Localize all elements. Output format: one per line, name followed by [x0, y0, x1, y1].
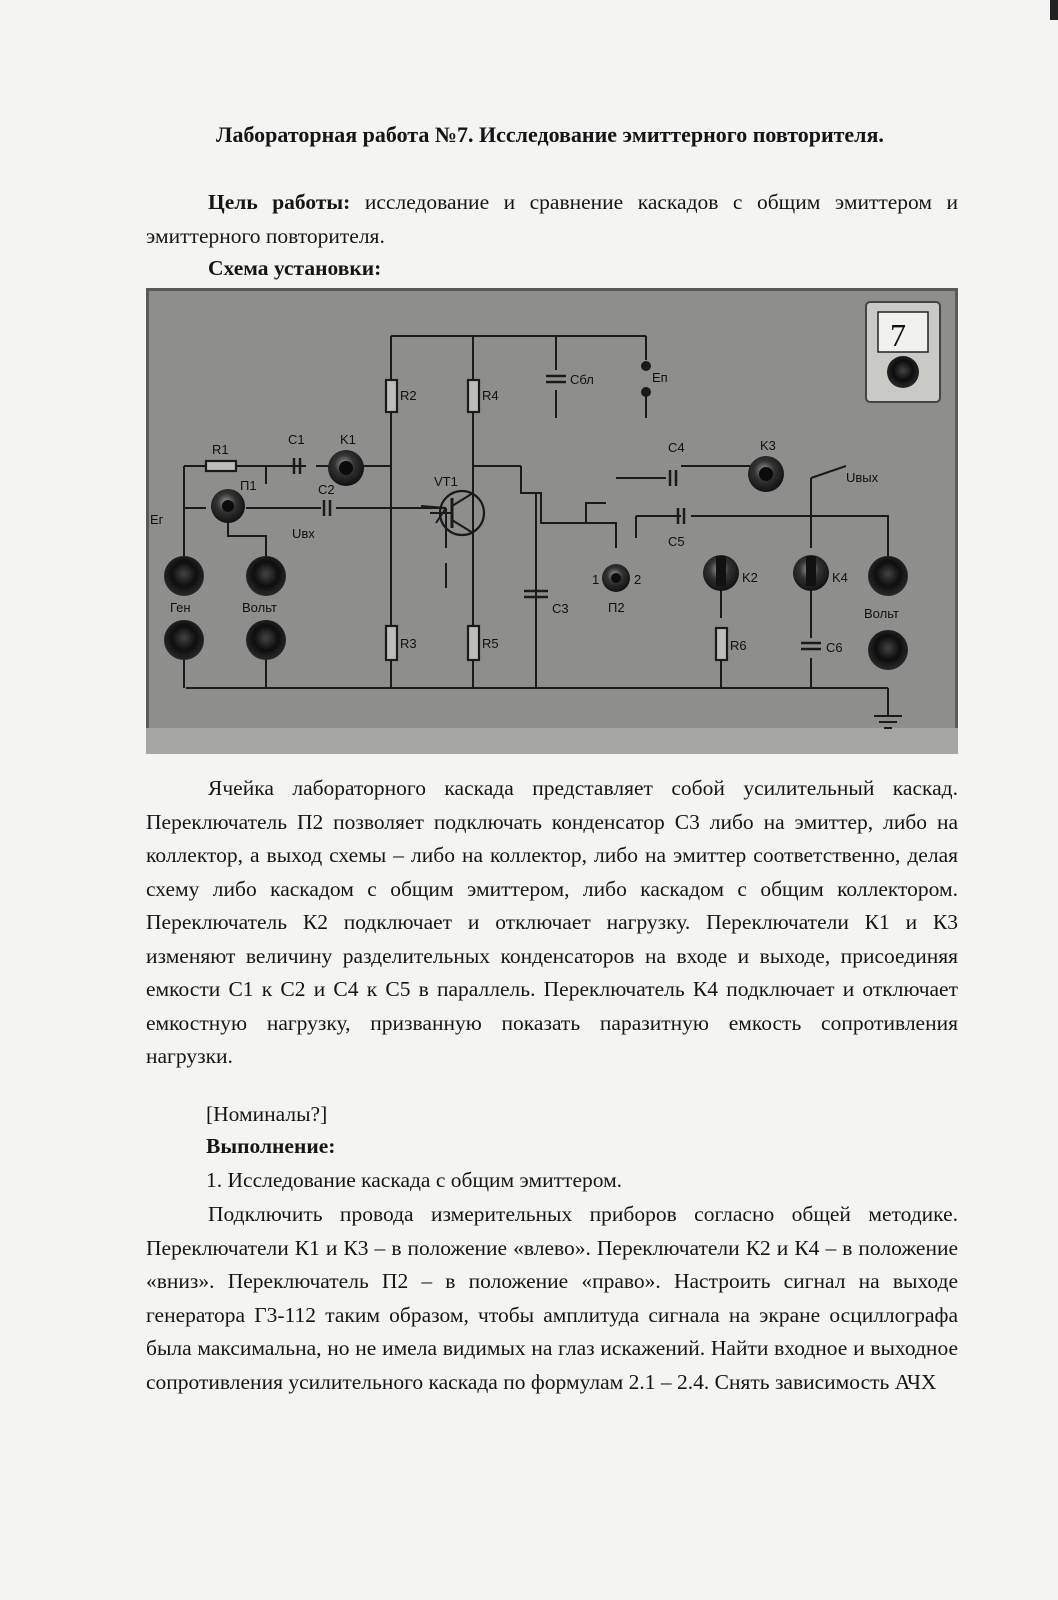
- label-k1: K1: [340, 432, 356, 447]
- label-r4: R4: [482, 388, 499, 403]
- label-c6: C6: [826, 640, 843, 655]
- label-uvyx: Uвых: [846, 470, 879, 485]
- step1-heading: 1. Исследование каскада с общим эмиттером.: [206, 1168, 623, 1192]
- label-gen: Ген: [170, 600, 191, 615]
- description-paragraph: Ячейка лабораторного каскада представляет собой усилительный каскад. Переключатель П2 позволяет подключать конденсатор С3 либо на эмиттер, либо на коллектор, а выход схемы – либо на коллектор, либо на эмиттер соответственно, делая схему либо каскадом с общим эмиттером, либо каскадом с общим коллектором. Переключатель К2 подключает и отключает нагрузку. Переключатели К1 и К3 изменяют величину разделительных конденсаторов на входе и выходе, присоединяя емкости С1 к С2 и С4 к С5 в параллель. Переключатель К4 подключает и отключает емкостную нагрузку, призванную показать паразитную емкость сопротивления нагрузки.: [146, 776, 958, 1068]
- circuit-panel-photo: [146, 288, 958, 754]
- label-p2-pos1: 1: [592, 572, 600, 587]
- label-cbl: Cбл: [570, 372, 594, 387]
- label-eg: Eг: [150, 512, 164, 527]
- label-c4: C4: [668, 440, 685, 455]
- jack-gen-top: [164, 556, 204, 596]
- goal-label: Цель работы:: [208, 190, 351, 214]
- label-r5: R5: [482, 636, 499, 651]
- goal-text: исследование и сравнение каскадов с общим эмиттером и эмиттерного повторителя.: [146, 190, 959, 248]
- resistor-r4: [468, 380, 479, 412]
- label-ep: Eп: [652, 370, 668, 385]
- resistor-r6: [716, 628, 727, 660]
- label-c1: C1: [288, 432, 305, 447]
- panel-background: [146, 288, 958, 754]
- label-k3: K3: [760, 438, 776, 453]
- resistor-r5: [468, 626, 479, 660]
- switch-k2: [703, 555, 739, 591]
- label-vt1: VT1: [434, 474, 458, 489]
- goal-paragraph: [146, 186, 958, 253]
- panel-power-jack: [887, 356, 919, 388]
- label-uvx: Uвх: [292, 526, 315, 541]
- label-c3: C3: [552, 601, 569, 616]
- panel-number: 7: [890, 317, 906, 353]
- label-r6: R6: [730, 638, 747, 653]
- resistor-r3: [386, 626, 397, 660]
- jack-volt-right-bottom: [868, 630, 908, 670]
- label-k4: K4: [832, 570, 848, 585]
- scheme-heading: Схема установки:: [208, 256, 382, 280]
- label-volt-left: Вольт: [242, 600, 277, 615]
- nominals-note: [Номиналы?]: [206, 1102, 328, 1126]
- jack-gen-bottom: [164, 620, 204, 660]
- label-p2: П2: [608, 600, 625, 615]
- instructions-paragraph: Подключить провода измерительных приборов согласно общей методике. Переключатели К1 и К3 – в положение «влево». Переключатели К2 и К4 – в положение «вниз». Переключатель П2 – в положение «право». Настроить сигнал на выходе генератора Г3-112 таким образом, чтобы амплитуда сигнала на экране осциллографа была максимальна, но не имела видимых на глаз искажений. Найти входное и выходное сопротивления усилительного каскада по формулам 2.1 – 2.4. Снять зависимость АЧХ: [146, 1202, 958, 1394]
- label-k2: K2: [742, 570, 758, 585]
- label-r3: R3: [400, 636, 417, 651]
- switch-p1: [211, 489, 245, 523]
- label-p2-pos2: 2: [634, 572, 642, 587]
- ep-minus-terminal: [641, 387, 651, 397]
- jack-volt-left-bottom: [246, 620, 286, 660]
- resistor-r2: [386, 380, 397, 412]
- label-volt-right: Вольт: [864, 606, 899, 621]
- resistor-r1: [206, 461, 236, 471]
- label-c5: C5: [668, 534, 685, 549]
- circuit-diagram: [146, 288, 958, 754]
- label-p1: П1: [240, 478, 257, 493]
- switch-k3: [748, 456, 784, 492]
- switch-p2: [602, 564, 630, 592]
- label-c2: C2: [318, 482, 335, 497]
- scan-edge-mark: [1050, 0, 1058, 20]
- jack-volt-right-top: [868, 556, 908, 596]
- execution-heading: Выполнение:: [206, 1134, 336, 1158]
- ep-plus-terminal: [641, 361, 651, 371]
- switch-k4: [793, 555, 829, 591]
- switch-k1: [328, 450, 364, 486]
- label-r2: R2: [400, 388, 417, 403]
- page-title: Лабораторная работа №7. Исследование эмиттерного повторителя.: [216, 122, 884, 147]
- jack-volt-left-top: [246, 556, 286, 596]
- label-r1: R1: [212, 442, 229, 457]
